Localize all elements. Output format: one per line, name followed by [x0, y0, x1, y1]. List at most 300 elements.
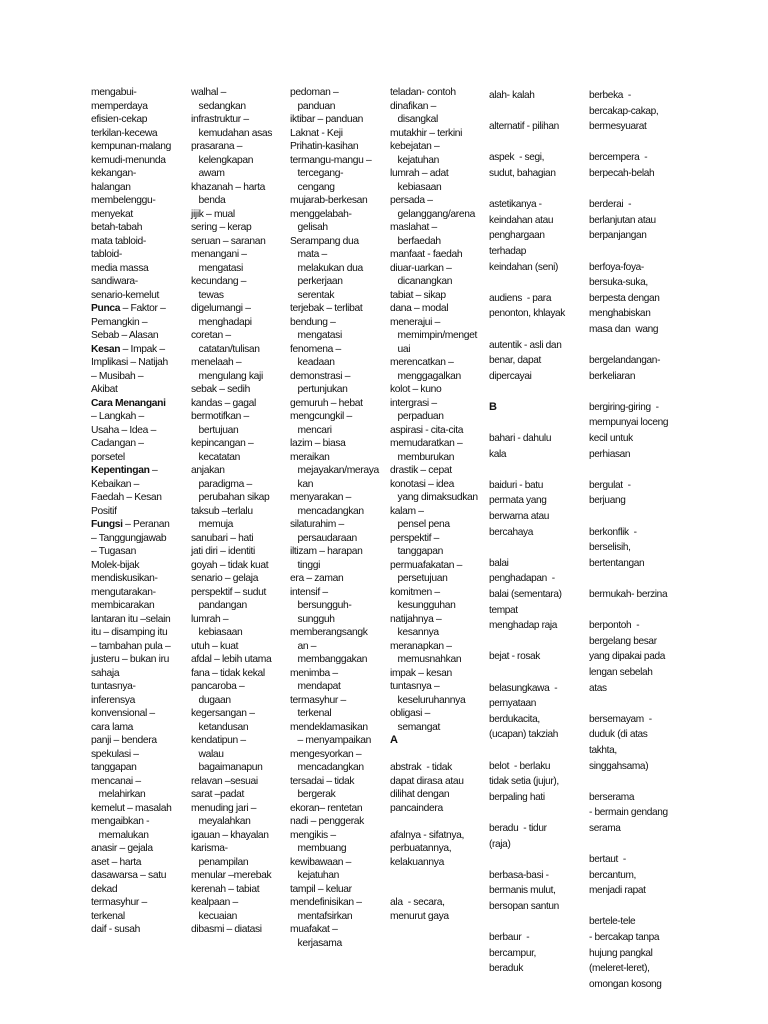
entry-line	[489, 899, 565, 915]
entry-text: infrastruktur –	[191, 114, 249, 125]
entry-text: kelakuannya	[390, 856, 444, 868]
entry-text: uai	[390, 343, 411, 355]
entry-text: berderai -	[589, 199, 632, 211]
entry-line	[589, 447, 668, 463]
entry-line	[390, 707, 478, 721]
entry-line	[489, 603, 565, 619]
entry-text: catatan/tulisan	[191, 343, 260, 355]
entry-text: memburukan	[390, 451, 455, 463]
entry-text: walau	[191, 748, 224, 760]
entry-text: atas	[589, 682, 607, 694]
entry-line	[91, 680, 171, 694]
entry-text: berdukacita,	[489, 713, 540, 725]
entry-line	[290, 181, 379, 195]
entry-text: tabiat – sikap	[390, 289, 446, 301]
entry-line	[390, 626, 478, 640]
entry-text: bahari - dahulu	[489, 433, 552, 445]
entry-line	[589, 182, 668, 198]
entry-line	[489, 727, 565, 743]
entry-line	[390, 248, 478, 262]
entry-text: mengaibkan -	[91, 816, 150, 827]
entry-text: iktibar – panduan	[290, 114, 364, 125]
entry-text: perspektif –	[390, 532, 440, 544]
entry-text: terjebak – terlibat	[290, 303, 363, 314]
entry-line	[489, 525, 565, 541]
entry-text: tanggapan	[390, 546, 444, 557]
entry-line	[91, 167, 171, 181]
entry-line	[290, 869, 379, 883]
entry-line	[290, 275, 379, 289]
entry-text: dicanangkan	[390, 276, 453, 287]
entry-line	[589, 914, 668, 930]
entry-line	[290, 667, 379, 681]
entry-text: kendatipun –	[191, 735, 246, 746]
entry-text: mengabui-	[91, 87, 137, 98]
entry-text: tuntasnya-	[91, 681, 136, 692]
entry-line	[489, 852, 565, 868]
entry-text: seruan – saranan	[191, 235, 266, 247]
entry-text: bermesyuarat	[589, 121, 647, 133]
entry-text: menghabiskan	[589, 308, 651, 320]
entry-text: ekoran– rentetan	[290, 802, 363, 814]
entry-line	[191, 194, 272, 208]
entry-line	[191, 586, 272, 600]
entry-line	[91, 113, 171, 127]
entry-line	[191, 221, 272, 235]
entry-text: tanggapan	[91, 762, 137, 773]
entry-line	[191, 451, 272, 465]
entry-line	[191, 491, 272, 505]
entry-text: mengatasi	[191, 262, 243, 274]
entry-line	[191, 869, 272, 883]
entry-line	[290, 923, 379, 937]
entry-text: tewas	[191, 289, 224, 301]
entry-line	[489, 104, 565, 120]
entry-line	[390, 194, 478, 208]
entry-text: kecatatan	[191, 451, 241, 463]
entry-text: mengesyorkan –	[290, 748, 362, 760]
entry-line	[191, 464, 272, 478]
entry-text: autentik - asli dan	[489, 339, 562, 351]
entry-text: Serampang dua	[290, 235, 359, 247]
entry-text: – Peranan	[122, 519, 170, 530]
entry-text: bergerak	[290, 789, 336, 800]
entry-line	[290, 680, 379, 694]
entry-text: –	[149, 465, 158, 476]
entry-line	[390, 491, 478, 505]
entry-line	[91, 370, 171, 384]
entry-line	[589, 104, 668, 120]
entry-line	[191, 788, 272, 802]
entry-text: berkonflik -	[589, 526, 637, 538]
entry-text: kandas – gagal	[191, 397, 256, 409]
entry-text: pedoman –	[290, 87, 339, 98]
entry-text: menjadi rapat	[589, 885, 646, 897]
entry-line	[91, 829, 171, 843]
entry-text: relavan –sesuai	[191, 775, 258, 787]
entry-line	[489, 649, 565, 665]
entry-line	[489, 587, 565, 603]
entry-text: kemudahan asas	[191, 127, 273, 139]
entry-text: cara lama	[91, 721, 134, 733]
entry-text: aspek - segi,	[489, 152, 545, 164]
entry-line	[91, 653, 171, 667]
entry-line	[489, 447, 565, 463]
entry-text: (ucapan) takziah	[489, 729, 559, 741]
entry-line	[589, 821, 668, 837]
entry-line	[489, 696, 565, 712]
entry-text: kebiasaan	[390, 181, 442, 193]
entry-text: perkerjaan	[290, 276, 343, 287]
word-column-4	[390, 86, 478, 923]
entry-text: – menyampaikan	[290, 735, 372, 746]
entry-text: dekad	[91, 883, 118, 895]
entry-line	[290, 235, 379, 249]
entry-line	[489, 790, 565, 806]
entry-text: sandiwara-	[91, 276, 138, 287]
entry-line	[91, 397, 171, 411]
entry-text: ala - secara,	[390, 897, 445, 908]
entry-text: justeru – bukan iru	[91, 654, 170, 665]
entry-line	[390, 829, 478, 843]
entry-line	[290, 721, 379, 735]
entry-line	[91, 127, 171, 141]
entry-text: teladan- contoh	[390, 87, 456, 98]
entry-text: bercantum,	[589, 869, 636, 881]
entry-text: mengcungkil –	[290, 411, 352, 422]
entry-text: memalukan	[91, 829, 149, 841]
entry-line	[589, 603, 668, 619]
entry-text: lantaran itu –selain	[91, 613, 171, 625]
entry-line	[91, 694, 171, 708]
entry-text: tidak setia (jujur),	[489, 776, 559, 788]
word-column-3	[290, 86, 379, 950]
entry-text: bagaimanapun	[191, 762, 263, 773]
entry-text: paradigma –	[191, 478, 252, 490]
entry-text: kegersangan –	[191, 708, 255, 719]
entry-text: cengang	[290, 181, 335, 193]
entry-line	[390, 464, 478, 478]
entry-text: lumrah –	[191, 613, 229, 625]
entry-line	[390, 869, 478, 883]
entry-line	[489, 369, 565, 385]
entry-line	[390, 896, 478, 910]
entry-line	[290, 478, 379, 492]
entry-text: memberangsangk	[290, 627, 368, 638]
entry-text: menular –merebak	[191, 870, 272, 881]
entry-line	[489, 743, 565, 759]
entry-text: bercempera -	[589, 152, 648, 164]
entry-text: intergrasi –	[390, 397, 437, 409]
entry-line	[91, 599, 171, 613]
entry-text: konotasi – idea	[390, 478, 455, 490]
entry-line	[290, 410, 379, 424]
entry-line	[589, 883, 668, 899]
entry-text: mentafsirkan	[290, 910, 353, 922]
entry-line	[589, 275, 668, 291]
entry-text: berserama	[589, 791, 635, 803]
entry-line	[91, 86, 171, 100]
entry-line	[191, 478, 272, 492]
entry-line	[390, 127, 478, 141]
entry-text: media massa	[91, 262, 149, 274]
entry-line	[390, 235, 478, 249]
entry-line	[390, 100, 478, 114]
entry-text: Laknat - Keji	[290, 127, 343, 139]
entry-text: berpanjangan	[589, 230, 647, 242]
entry-line	[390, 775, 478, 789]
entry-line	[191, 694, 272, 708]
entry-line	[390, 721, 478, 735]
entry-text: meraikan	[290, 451, 330, 463]
entry-line	[489, 883, 565, 899]
entry-line	[390, 734, 478, 748]
entry-text: igauan – khayalan	[191, 829, 269, 841]
entry-line	[191, 883, 272, 897]
entry-line	[290, 154, 379, 168]
entry-text: duduk (di atas	[589, 729, 648, 741]
entry-line	[589, 837, 668, 853]
entry-line	[191, 707, 272, 721]
entry-line	[290, 302, 379, 316]
entry-text: mencanai –	[91, 775, 141, 787]
entry-text: pandangan	[191, 600, 247, 611]
entry-text: spekulasi –	[91, 748, 139, 760]
entry-line	[290, 856, 379, 870]
word-column-5	[489, 88, 565, 977]
entry-line	[390, 788, 478, 802]
entry-line	[91, 761, 171, 775]
entry-text: masa dan wang	[589, 323, 659, 335]
entry-line	[390, 383, 478, 397]
entry-text: tercegang-	[290, 168, 344, 179]
entry-text: inferensya	[91, 694, 136, 706]
entry-text: mendefinisikan –	[290, 897, 362, 908]
entry-text: jati diri – identiti	[191, 546, 255, 557]
entry-text: tampil – keluar	[290, 883, 352, 895]
entry-line	[390, 640, 478, 654]
entry-text: sahaja	[91, 667, 120, 679]
entry-text: sebak – sedih	[191, 384, 250, 395]
entry-line	[290, 343, 379, 357]
entry-text: hujung pangkal	[589, 947, 653, 959]
entry-line	[290, 383, 379, 397]
entry-line	[191, 856, 272, 870]
entry-text: itu – disamping itu	[91, 627, 168, 638]
entry-text: lengan sebelah	[589, 666, 653, 678]
entry-line	[290, 397, 379, 411]
entry-text: penampilan	[191, 856, 249, 868]
entry-text: kan	[290, 478, 314, 490]
entry-line	[489, 338, 565, 354]
entry-line	[390, 667, 478, 681]
entry-text: penghargaan	[489, 230, 545, 242]
entry-line	[91, 856, 171, 870]
entry-text: kecil untuk	[589, 433, 633, 445]
entry-text: fana – tidak kekal	[191, 667, 265, 679]
entry-line	[589, 322, 668, 338]
entry-text: permata yang	[489, 495, 547, 507]
entry-text: pensel pena	[390, 519, 450, 530]
entry-line	[489, 509, 565, 525]
entry-line	[290, 613, 379, 627]
entry-line	[290, 829, 379, 843]
entry-line	[390, 289, 478, 303]
entry-text: iltizam – harapan	[290, 546, 363, 557]
entry-line	[290, 424, 379, 438]
entry-text: singgahsama)	[589, 760, 649, 772]
entry-line	[390, 113, 478, 127]
entry-text: menggagalkan	[390, 370, 461, 382]
entry-text: memimpin/menget	[390, 330, 477, 341]
entry-text: penonton, khlayak	[489, 308, 565, 320]
entry-line	[290, 734, 379, 748]
entry-text: - bercakap tanpa	[589, 932, 660, 944]
entry-text: impak – kesan	[390, 667, 452, 679]
entry-line	[589, 415, 668, 431]
entry-text: semangat	[390, 721, 440, 733]
entry-line	[191, 653, 272, 667]
entry-line	[91, 329, 171, 343]
entry-line	[489, 759, 565, 775]
entry-line	[290, 86, 379, 100]
entry-text: prasarana –	[191, 141, 243, 152]
entry-line	[589, 119, 668, 135]
entry-text: bendung –	[290, 316, 336, 328]
entry-text: tempat	[489, 604, 518, 616]
entry-text: maslahat –	[390, 222, 437, 233]
entry-text: persada –	[390, 195, 433, 206]
entry-line	[290, 545, 379, 559]
entry-text: berpesta dengan	[589, 292, 660, 304]
entry-line	[191, 302, 272, 316]
entry-line	[589, 306, 668, 322]
entry-line	[91, 869, 171, 883]
entry-line	[390, 302, 478, 316]
entry-line	[290, 748, 379, 762]
entry-line	[191, 262, 272, 276]
entry-line	[191, 289, 272, 303]
entry-text: bertujuan	[191, 424, 239, 436]
entry-text: mutakhir – terkini	[390, 127, 463, 139]
entry-line	[489, 166, 565, 182]
entry-text: kejatuhan	[290, 870, 340, 881]
entry-text: ketandusan	[191, 721, 249, 733]
entry-line	[489, 135, 565, 151]
entry-line	[290, 127, 379, 141]
entry-text: – Faktor –	[120, 303, 166, 314]
entry-text: dinafikan –	[390, 100, 436, 112]
entry-text: tabloid-	[91, 249, 122, 260]
entry-line	[489, 868, 565, 884]
entry-line	[489, 462, 565, 478]
entry-text: menerajui –	[390, 316, 440, 328]
entry-line	[191, 275, 272, 289]
entry-text: mata –	[290, 249, 327, 260]
entry-line	[91, 923, 171, 937]
entry-text: pancaindera	[390, 802, 443, 814]
entry-line	[290, 356, 379, 370]
entry-text: dibasmi – diatasi	[191, 924, 262, 935]
entry-line	[91, 802, 171, 816]
entry-line	[290, 761, 379, 775]
entry-text: karisma-	[191, 843, 228, 854]
entry-line	[290, 505, 379, 519]
entry-text: memudaratkan –	[390, 438, 463, 449]
entry-text: kekangan-	[91, 168, 136, 179]
entry-line	[489, 431, 565, 447]
entry-text: diuar-uarkan –	[390, 262, 452, 274]
entry-line	[191, 748, 272, 762]
entry-text: dapat dirasa atau	[390, 775, 464, 787]
entry-line	[390, 154, 478, 168]
entry-text: awam	[191, 168, 225, 179]
entry-line	[290, 883, 379, 897]
entry-text: alternatif - pilihan	[489, 121, 559, 133]
entry-text: terkenal	[290, 708, 332, 719]
entry-line	[191, 424, 272, 438]
entry-text: afdal – lebih utama	[191, 654, 272, 665]
entry-line	[91, 815, 171, 829]
entry-text: afalnya - sifatnya,	[390, 829, 465, 841]
entry-text: sungguh	[290, 613, 335, 625]
entry-line	[191, 154, 272, 168]
entry-line	[589, 805, 668, 821]
entry-text: anjakan	[191, 465, 225, 476]
entry-line	[91, 518, 171, 532]
entry-text: kejatuhan	[390, 154, 440, 166]
entry-text: persetujuan	[390, 573, 448, 584]
entry-text: menangani –	[191, 249, 247, 260]
entry-text: (meleret-leret),	[589, 963, 650, 975]
entry-text: komitmen –	[390, 586, 440, 598]
entry-line	[390, 505, 478, 519]
entry-line	[91, 788, 171, 802]
entry-line	[489, 353, 565, 369]
entry-text: tinggi	[290, 559, 321, 571]
entry-text: memuja	[191, 519, 234, 530]
entry-text: an –	[290, 640, 317, 652]
entry-line	[91, 437, 171, 451]
entry-text: yang dimaksudkan	[390, 492, 478, 503]
entry-line	[91, 491, 171, 505]
entry-text: kesungguhan	[390, 600, 456, 611]
entry-text: termasyhur –	[91, 897, 147, 908]
entry-line	[589, 759, 668, 775]
entry-line	[589, 338, 668, 354]
entry-line	[390, 653, 478, 667]
entry-line	[290, 491, 379, 505]
entry-text: bergelang besar	[589, 635, 657, 647]
entry-line	[390, 815, 478, 829]
entry-text: mengulang kaji	[191, 370, 263, 382]
entry-text: persaudaraan	[290, 532, 357, 544]
entry-line	[91, 316, 171, 330]
entry-line	[489, 384, 565, 400]
entry-line	[390, 559, 478, 573]
entry-text: kala	[489, 448, 507, 460]
entry-line	[390, 748, 478, 762]
entry-text: baiduri - batu	[489, 479, 544, 491]
entry-line	[589, 135, 668, 151]
entry-line	[489, 618, 565, 634]
entry-line	[91, 910, 171, 924]
entry-line	[290, 640, 379, 654]
entry-line	[290, 100, 379, 114]
entry-heading: Fungsi	[91, 519, 123, 530]
entry-line	[191, 437, 272, 451]
entry-line	[191, 572, 272, 586]
